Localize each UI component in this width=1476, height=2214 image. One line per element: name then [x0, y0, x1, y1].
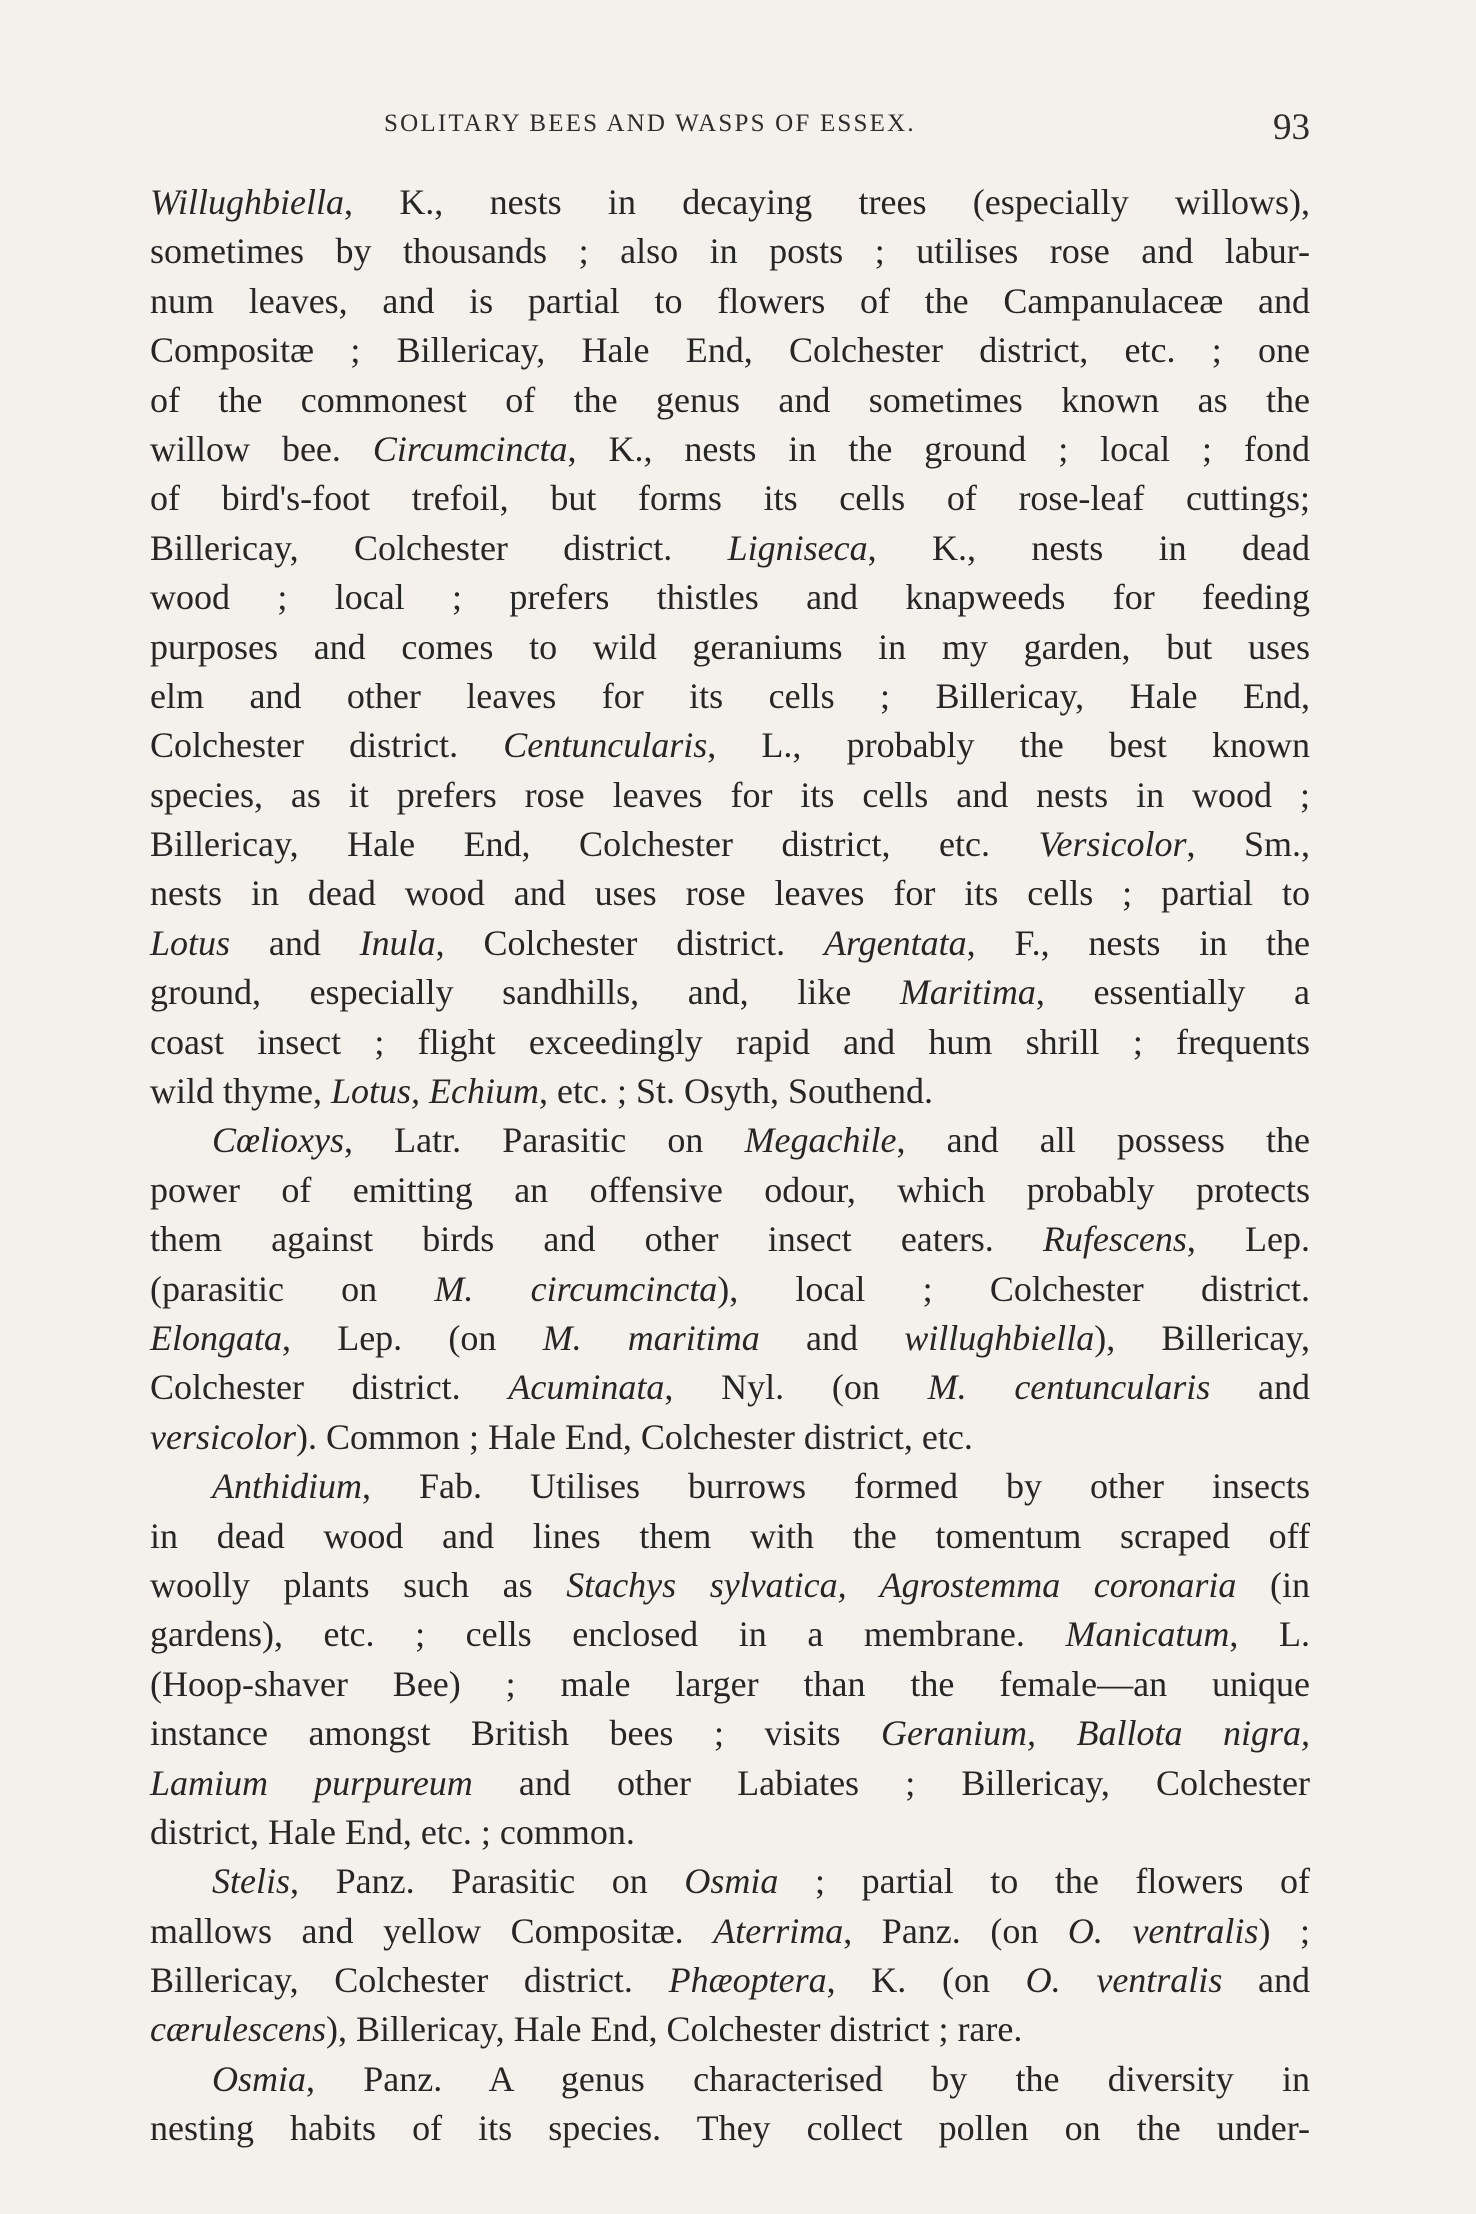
text-line — [150, 1215, 1310, 1264]
italic-term: M. circumcincta — [434, 1268, 718, 1309]
text-run: Colchester district. — [150, 725, 504, 766]
text-line — [150, 869, 1310, 918]
text-line — [150, 227, 1310, 276]
italic-term: Acuminata — [508, 1367, 665, 1408]
text-run: of the commonest of the genus and sometimes known as the — [150, 379, 1310, 420]
italic-term: willughbiella — [904, 1317, 1095, 1358]
text-line — [150, 2055, 1310, 2104]
text-run: species, as it prefers rose leaves for its cells and nests in wood ; — [150, 774, 1310, 815]
text-run: and — [759, 1317, 905, 1358]
text-line — [150, 623, 1310, 672]
italic-term: cærulescens — [150, 2009, 326, 2050]
italic-term: Anthidium — [212, 1466, 362, 1507]
text-run: woolly plants such as — [150, 1564, 567, 1605]
text-run: , Sm., — [1186, 824, 1310, 865]
text-line — [150, 376, 1310, 425]
text-line — [150, 178, 1310, 227]
text-run: and other Labiates ; Billericay, Colchester — [472, 1762, 1310, 1803]
text-run: instance amongst British bees ; visits — [150, 1713, 881, 1754]
text-run: ) ; — [1258, 1910, 1310, 1951]
text-run: wild thyme, — [150, 1071, 331, 1112]
text-line — [150, 2104, 1310, 2153]
text-run: (in — [1236, 1564, 1310, 1605]
text-line — [150, 1512, 1310, 1561]
text-line — [150, 1660, 1310, 1709]
text-run: ), local ; Colchester district. — [717, 1268, 1310, 1309]
body-text — [150, 178, 1310, 2154]
text-run: , essentially a — [1035, 972, 1310, 1013]
text-run: , Panz. (on — [843, 1910, 1068, 1951]
italic-term: Centuncularis — [503, 725, 708, 766]
italic-term: Geranium, Ballota nigra, — [881, 1713, 1311, 1754]
text-line — [150, 968, 1310, 1017]
text-line — [150, 1413, 1310, 1462]
text-line — [150, 1462, 1310, 1511]
italic-term: Circumcincta — [372, 428, 568, 469]
italic-term: Rufescens — [1042, 1219, 1187, 1260]
text-run: Billericay, Hale End, Colchester district, etc. — [150, 824, 1039, 865]
text-run: them against birds and other insect eaters. — [150, 1219, 1043, 1260]
italic-term: Inula — [359, 922, 436, 963]
text-line — [150, 1067, 1310, 1116]
text-run: , K., nests in the ground ; local ; fond — [567, 428, 1310, 469]
text-run: , L., probably the best known — [707, 725, 1310, 766]
text-run: , Lep. — [1186, 1219, 1311, 1260]
text-run: sometimes by thousands ; also in posts ; utilises rose and labur- — [150, 231, 1310, 272]
text-run: wood ; local ; prefers thistles and knapweeds for feeding — [150, 577, 1310, 618]
text-line — [150, 1265, 1310, 1314]
text-run: , Nyl. (on — [664, 1367, 928, 1408]
text-run: of bird's-foot trefoil, but forms its cells of rose-leaf cuttings; — [150, 478, 1310, 519]
text-run: (Hoop-shaver Bee) ; male larger than the female—an unique — [150, 1663, 1310, 1704]
italic-term: O. ventralis — [1025, 1960, 1223, 2001]
text-run: , K., nests in decaying trees (especially willows), — [344, 182, 1310, 222]
text-run: num leaves, and is partial to flowers of the Campanulaceæ and — [150, 280, 1310, 321]
text-run: ground, especially sandhills, and, like — [150, 972, 900, 1013]
text-run: , F., nests in the — [966, 922, 1310, 963]
text-run: ), Billericay, Hale End, Colchester district ; rare. — [325, 2009, 1023, 2050]
text-line — [150, 1314, 1310, 1363]
text-run: purposes and comes to wild geraniums in my garden, but uses — [150, 626, 1310, 667]
text-line — [150, 573, 1310, 622]
text-run: in dead wood and lines them with the tomentum scraped off — [150, 1515, 1310, 1556]
italic-term: Osmia — [684, 1861, 779, 1902]
italic-term: Stachys sylvatica, Agrostemma coronaria — [566, 1564, 1237, 1605]
text-line — [150, 326, 1310, 375]
running-head — [150, 106, 1310, 156]
italic-term: Argentata — [824, 922, 967, 963]
text-run: , Panz. Parasitic on — [290, 1861, 685, 1902]
text-line — [150, 1116, 1310, 1165]
italic-term: Versicolor — [1038, 824, 1187, 865]
text-run: , K. (on — [826, 1960, 1026, 2001]
text-run: gardens), etc. ; cells enclosed in a membrane. — [150, 1614, 1066, 1655]
italic-term: Megachile — [744, 1120, 897, 1161]
text-line — [150, 919, 1310, 968]
text-run: , Fab. Utilises burrows formed by other insects — [362, 1466, 1310, 1507]
text-line — [150, 1857, 1310, 1906]
italic-term: Cœlioxys — [212, 1120, 344, 1161]
italic-term: Osmia — [212, 2058, 307, 2099]
text-line — [150, 1759, 1310, 1808]
text-run: , K., nests in dead — [867, 527, 1310, 568]
text-run: , and all possess the — [896, 1120, 1310, 1161]
text-run: Billericay, Colchester district. — [150, 527, 728, 568]
text-line — [150, 1808, 1310, 1857]
text-run: (parasitic on — [150, 1268, 435, 1309]
text-line — [150, 2005, 1310, 2054]
text-run: coast insect ; flight exceedingly rapid and hum shrill ; frequents — [150, 1021, 1310, 1062]
italic-term: Lotus, Echium — [330, 1071, 539, 1112]
text-line — [150, 1709, 1310, 1758]
italic-term: Lamium purpureum — [150, 1762, 473, 1803]
text-run: , Lep. (on — [282, 1317, 543, 1358]
page-number: 93 — [1273, 107, 1310, 148]
text-line — [150, 1610, 1310, 1659]
text-line — [150, 524, 1310, 573]
text-run: Compositæ ; Billericay, Hale End, Colchester district, etc. ; one — [150, 330, 1310, 371]
text-run: and — [230, 922, 360, 963]
text-run: ), Billericay, — [1094, 1317, 1311, 1358]
italic-term: Lotus — [150, 922, 231, 963]
text-run: Billericay, Colchester district. — [150, 1960, 669, 2001]
italic-term: Maritima — [899, 972, 1036, 1013]
text-run: nests in dead wood and uses rose leaves for its cells ; partial to — [150, 873, 1310, 914]
text-run: willow bee. — [150, 428, 373, 469]
text-run: ). Common ; Hale End, Colchester district, etc. — [295, 1416, 973, 1457]
text-run: , Latr. Parasitic on — [344, 1120, 745, 1161]
text-line — [150, 672, 1310, 721]
italic-term: Stelis — [212, 1861, 290, 1902]
text-line — [150, 1166, 1310, 1215]
text-line — [150, 474, 1310, 523]
text-line — [150, 771, 1310, 820]
italic-term: M. maritima — [542, 1317, 760, 1358]
text-run: ; partial to the flowers of — [778, 1861, 1310, 1902]
text-run: district, Hale End, etc. ; common. — [150, 1811, 635, 1852]
text-line — [150, 1561, 1310, 1610]
text-run: nesting habits of its species. They collect pollen on the under- — [150, 2108, 1310, 2149]
text-line — [150, 1363, 1310, 1412]
italic-term: Willughbiella — [150, 182, 344, 222]
text-run: and — [1210, 1367, 1310, 1408]
text-line — [150, 277, 1310, 326]
italic-term: versicolor — [150, 1416, 296, 1457]
text-run: , L. — [1229, 1614, 1311, 1655]
text-run: , etc. ; St. Osyth, Southend. — [539, 1071, 933, 1112]
italic-term: M. centuncularis — [927, 1367, 1211, 1408]
text-line — [150, 1956, 1310, 2005]
text-run: , Panz. A genus characterised by the diversity in — [306, 2058, 1310, 2099]
text-run: elm and other leaves for its cells ; Billericay, Hale End, — [150, 675, 1310, 716]
italic-term: Manicatum — [1065, 1614, 1230, 1655]
italic-term: Phæoptera — [668, 1960, 827, 2001]
text-run: , Colchester district. — [435, 922, 824, 963]
text-run: power of emitting an offensive odour, which probably protects — [150, 1169, 1310, 1210]
text-run: mallows and yellow Compositæ. — [150, 1910, 714, 1951]
text-run: and — [1222, 1960, 1310, 2001]
italic-term: Aterrima — [713, 1910, 844, 1951]
italic-term: O. ventralis — [1067, 1910, 1259, 1951]
text-run: Colchester district. — [150, 1367, 509, 1408]
text-line — [150, 1018, 1310, 1067]
text-line — [150, 425, 1310, 474]
running-title: SOLITARY BEES AND WASPS OF ESSEX. — [384, 110, 916, 137]
text-line — [150, 820, 1310, 869]
text-line — [150, 721, 1310, 770]
text-line — [150, 1907, 1310, 1956]
italic-term: Ligniseca — [727, 527, 868, 568]
italic-term: Elongata — [150, 1317, 282, 1358]
